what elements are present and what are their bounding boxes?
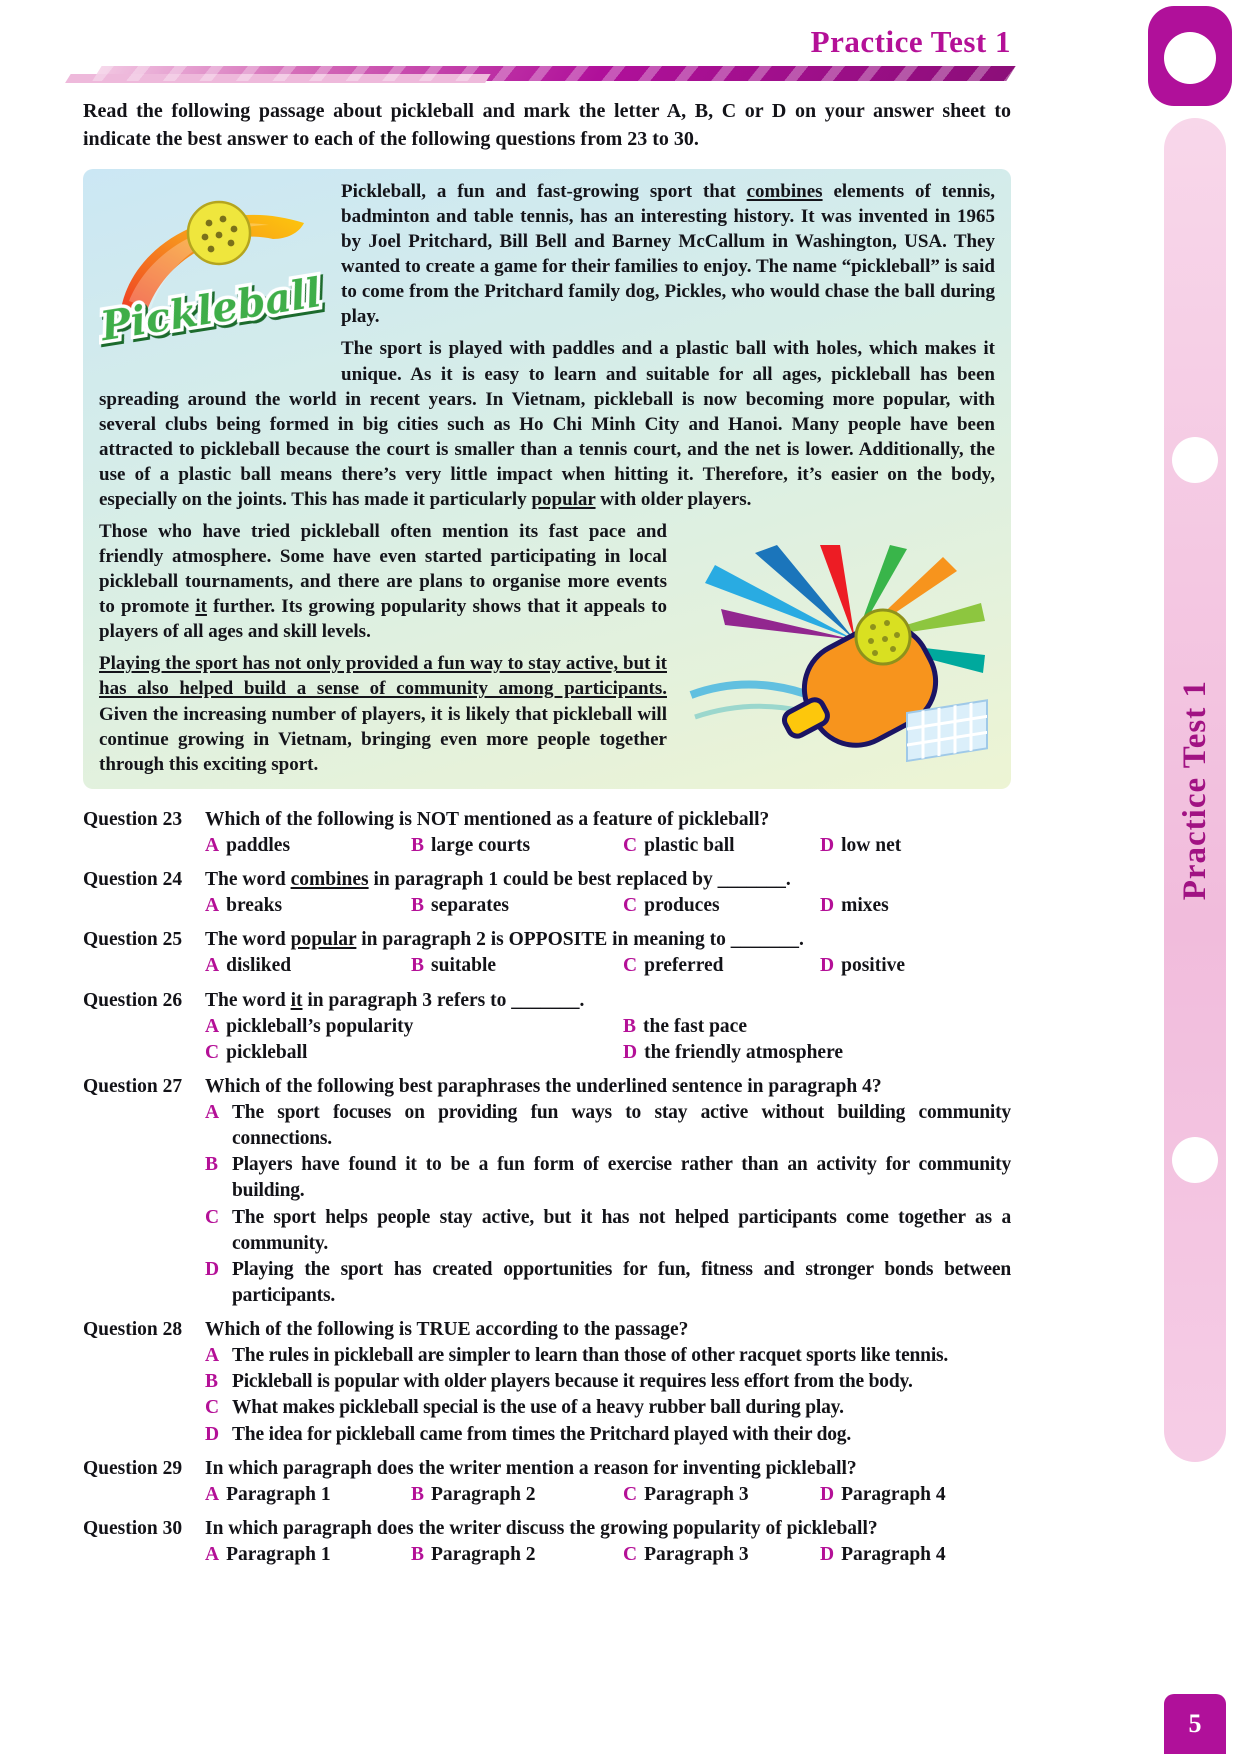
answer-option-b xyxy=(411,833,623,859)
option-text: Players have found it to be a fun form of exercise rather than an activity for community building. xyxy=(232,1154,1011,1202)
question-text xyxy=(205,807,1011,833)
answer-option-a xyxy=(205,1100,1011,1152)
passage-paragraph-3 xyxy=(99,519,995,644)
question-number: Question 23 xyxy=(83,808,183,830)
option-letter: A xyxy=(205,1483,220,1505)
answer-option-a xyxy=(205,1542,411,1568)
text-run: The sport is played with paddles and a plastic ball with holes, which makes it unique. As it is easy to learn and suitable for all ages, pickleball has been spreading around the world in recent years. In Vietnam, pickleball is now becoming more popular, with several clubs being formed in big cities such as Ho Chi Minh City and Hanoi. Many people have been attracted to pickleball because the court is smaller than a tennis court, and the net is lower. Additionally, the use of a plastic ball means there’s very little impact when hitting it. Therefore, it’s easier on the body, especially on the joints. This has made it particularly xyxy=(99,338,995,510)
text-run: The word xyxy=(205,869,291,891)
answer-option-d xyxy=(820,893,1011,919)
answer-option-b xyxy=(411,1482,623,1508)
option-text: Paragraph 3 xyxy=(644,1544,749,1566)
option-text: preferred xyxy=(644,955,724,977)
options-row xyxy=(205,953,1011,979)
option-letter: D xyxy=(820,834,835,856)
question-block xyxy=(83,927,1011,979)
option-text: Paragraph 4 xyxy=(841,1544,946,1566)
side-rail-label: Practice Test 1 xyxy=(1176,679,1213,901)
answer-option-c xyxy=(623,953,820,979)
option-letter: C xyxy=(205,1397,219,1419)
underlined-text: popular xyxy=(531,488,596,510)
question-number: Question 30 xyxy=(83,1517,183,1539)
instructions-text: Read the following passage about pickleball and mark the letter A, B, C or D on your answer sheet to indicate the best answer to each of the following questions from 23 to 30. xyxy=(83,100,1011,150)
text-run: Which of the following best paraphrases the underlined sentence in paragraph 4? xyxy=(205,1075,882,1097)
option-letter: D xyxy=(820,1544,835,1566)
text-run: elements of tennis, badminton and table tennis, has an interesting history. It was invented in 1965 by Joel Pritchard, Bill Bell and Barney McCallum in Washington, USA. They wanted to create a game for their families to enjoy. The name “pickleball” is said to come from the Pritchard family dog, Pickles, who would chase the ball during play. xyxy=(341,181,995,328)
option-letter: B xyxy=(411,895,425,917)
question-number: Question 26 xyxy=(83,989,183,1011)
stripe-pattern xyxy=(92,66,1015,81)
option-text: paddles xyxy=(226,834,291,856)
option-text: separates xyxy=(431,895,509,917)
question-number: Question 24 xyxy=(83,869,183,891)
passage-paragraph-2 xyxy=(99,336,995,512)
option-text: What makes pickleball special is the use of a heavy rubber ball during play. xyxy=(232,1397,844,1419)
answer-option-a xyxy=(205,893,411,919)
option-text: Paragraph 2 xyxy=(431,1483,536,1505)
answer-option-b xyxy=(411,893,623,919)
option-text: pickleball’s popularity xyxy=(226,1015,414,1037)
text-run: The word xyxy=(205,989,291,1011)
option-letter: C xyxy=(623,955,638,977)
corner-dot xyxy=(1164,32,1216,84)
text-run: in paragraph 1 could be best replaced by _______. xyxy=(368,869,791,891)
text-run: Those who have tried pickleball often mention its fast pace and friendly atmosphere. Some have even started participating in local pickleball tournaments, and there are plans to organise more events to promote xyxy=(99,521,667,618)
option-letter: A xyxy=(205,1544,220,1566)
option-text: positive xyxy=(841,955,906,977)
option-text: plastic ball xyxy=(644,834,735,856)
option-text: Paragraph 1 xyxy=(226,1483,331,1505)
answer-option-c xyxy=(623,1482,820,1508)
option-letter: D xyxy=(205,1423,219,1445)
question-number: Question 27 xyxy=(83,1075,183,1097)
options-row xyxy=(205,1014,1011,1066)
text-run: in paragraph 3 refers to _______. xyxy=(302,989,585,1011)
option-letter: B xyxy=(411,1544,425,1566)
option-text: suitable xyxy=(431,955,497,977)
answer-option-b xyxy=(205,1152,1011,1204)
text-run: in paragraph 2 is OPPOSITE in meaning to _______. xyxy=(356,929,804,951)
question-text xyxy=(205,927,1011,953)
text-run: Given the increasing number of players, it is likely that pickleball will continue growing in Vietnam, bringing even more people together through this exciting sport. xyxy=(99,703,667,775)
answer-option-a xyxy=(205,1343,1011,1369)
option-text: breaks xyxy=(226,895,283,917)
option-letter: C xyxy=(623,895,638,917)
answer-option-d xyxy=(820,1482,1011,1508)
answer-option-b xyxy=(623,1014,1011,1040)
options-row xyxy=(205,1100,1011,1309)
option-text: mixes xyxy=(841,895,889,917)
answer-option-a xyxy=(205,953,411,979)
answer-option-b xyxy=(411,1542,623,1568)
option-text: the fast pace xyxy=(643,1015,747,1037)
logo-wordmark: Pickleball xyxy=(99,269,325,351)
question-number: Question 25 xyxy=(83,929,183,951)
option-text: pickleball xyxy=(226,1041,308,1063)
options-row xyxy=(205,833,1011,859)
text-run: Which of the following is TRUE according to the passage? xyxy=(205,1319,689,1341)
option-letter: D xyxy=(820,1483,835,1505)
option-letter: A xyxy=(205,895,220,917)
question-block xyxy=(83,1317,1011,1448)
side-rail xyxy=(1164,118,1226,1462)
question-block xyxy=(83,807,1011,859)
question-block xyxy=(83,1074,1011,1309)
option-text: Playing the sport has created opportunities for fun, fitness and stronger bonds between participants. xyxy=(232,1258,1011,1306)
page-number: 5 xyxy=(1164,1694,1226,1754)
rail-hole-top xyxy=(1172,437,1218,483)
option-letter: B xyxy=(411,834,425,856)
decorative-stripe xyxy=(92,66,1015,81)
answer-option-d xyxy=(820,1542,1011,1568)
option-letter: C xyxy=(623,1544,638,1566)
option-letter: A xyxy=(205,955,220,977)
question-number: Question 29 xyxy=(83,1457,183,1479)
answer-option-b xyxy=(205,1369,1011,1395)
option-text: Pickleball is popular with older players because it requires less effort from the body. xyxy=(232,1371,913,1393)
answer-option-c xyxy=(623,1542,820,1568)
answer-option-c xyxy=(623,833,820,859)
underlined-text: popular xyxy=(290,929,357,951)
page-title: Practice Test 1 xyxy=(810,24,1011,59)
underlined-text: it xyxy=(195,596,207,618)
answer-option-a xyxy=(205,1014,623,1040)
options-row xyxy=(205,1482,1011,1508)
answer-option-d xyxy=(623,1040,1011,1066)
text-run: Which of the following is NOT mentioned as a feature of pickleball? xyxy=(205,808,770,830)
text-run: with older players. xyxy=(595,488,752,510)
question-text xyxy=(205,1516,1011,1542)
question-text xyxy=(205,1456,1011,1482)
option-letter: A xyxy=(205,1015,220,1037)
answer-option-d xyxy=(205,1422,1011,1448)
option-text: produces xyxy=(644,895,720,917)
text-run: Pickleball, a fun and fast-growing sport that xyxy=(341,181,747,202)
option-letter: A xyxy=(205,1102,219,1124)
option-text: disliked xyxy=(226,955,292,977)
question-block xyxy=(83,1456,1011,1508)
option-text: large courts xyxy=(431,834,531,856)
text-run: In which paragraph does the writer discuss the growing popularity of pickleball? xyxy=(205,1517,878,1539)
answer-option-c xyxy=(205,1205,1011,1257)
answer-option-c xyxy=(205,1040,623,1066)
underlined-text: combines xyxy=(290,869,369,891)
option-letter: D xyxy=(820,955,835,977)
option-letter: C xyxy=(205,1041,220,1063)
option-text: Paragraph 4 xyxy=(841,1483,946,1505)
text-run: The word xyxy=(205,929,291,951)
answer-option-d xyxy=(820,833,1011,859)
answer-option-a xyxy=(205,833,411,859)
question-text xyxy=(205,1317,1011,1343)
underlined-text: it xyxy=(290,989,303,1011)
options-row xyxy=(205,1542,1011,1568)
question-text xyxy=(205,988,1011,1014)
options-row xyxy=(205,893,1011,919)
passage-paragraph-1 xyxy=(99,179,995,351)
question-block xyxy=(83,988,1011,1066)
corner-tab xyxy=(1148,6,1232,106)
pickleball-illustration xyxy=(685,545,995,785)
answer-option-d xyxy=(205,1257,1011,1309)
questions-section xyxy=(83,807,1011,1568)
underlined-text: Playing the sport has not only provided a fun way to stay active, but it has also helped build a sense of community among participants. xyxy=(99,653,667,700)
option-letter: B xyxy=(411,1483,425,1505)
question-text xyxy=(205,1074,1011,1100)
option-text: Paragraph 1 xyxy=(226,1544,331,1566)
content-column xyxy=(83,0,1011,1576)
option-letter: D xyxy=(820,895,835,917)
option-letter: C xyxy=(205,1206,219,1228)
answer-option-a xyxy=(205,1482,411,1508)
text-run: In which paragraph does the writer mention a reason for inventing pickleball? xyxy=(205,1457,857,1479)
text-run: further. Its growing popularity shows that it appeals to players of all ages and skill levels. xyxy=(99,596,667,643)
question-block xyxy=(83,867,1011,919)
option-letter: C xyxy=(623,1483,638,1505)
option-letter: C xyxy=(623,834,638,856)
option-letter: B xyxy=(205,1371,218,1393)
answer-option-b xyxy=(411,953,623,979)
answer-option-c xyxy=(623,893,820,919)
rail-hole-bottom xyxy=(1172,1137,1218,1183)
option-text: low net xyxy=(841,834,902,856)
question-text xyxy=(205,867,1011,893)
pickleball-logo xyxy=(99,181,327,361)
answer-option-c xyxy=(205,1395,1011,1421)
option-text: Paragraph 3 xyxy=(644,1483,749,1505)
option-text: The sport focuses on providing fun ways to stay active without building community connections. xyxy=(232,1102,1011,1150)
question-number: Question 28 xyxy=(83,1319,183,1341)
answer-option-d xyxy=(820,953,1011,979)
underlined-text: combines xyxy=(746,181,823,202)
option-letter: A xyxy=(205,834,220,856)
options-row xyxy=(205,1343,1011,1448)
passage-box xyxy=(83,169,1011,789)
option-letter: B xyxy=(411,955,425,977)
option-text: The idea for pickleball came from times the Pritchard played with their dog. xyxy=(232,1423,852,1445)
option-text: The sport helps people stay active, but it has not helped participants come together as a community. xyxy=(232,1206,1011,1254)
option-text: the friendly atmosphere xyxy=(644,1041,844,1063)
option-letter: B xyxy=(205,1154,218,1176)
option-letter: A xyxy=(205,1345,219,1367)
option-letter: D xyxy=(623,1041,638,1063)
option-letter: D xyxy=(205,1258,219,1280)
option-text: Paragraph 2 xyxy=(431,1544,536,1566)
option-text: The rules in pickleball are simpler to learn than those of other racquet sports like tennis. xyxy=(232,1345,949,1367)
question-block xyxy=(83,1516,1011,1568)
option-letter: B xyxy=(623,1015,637,1037)
